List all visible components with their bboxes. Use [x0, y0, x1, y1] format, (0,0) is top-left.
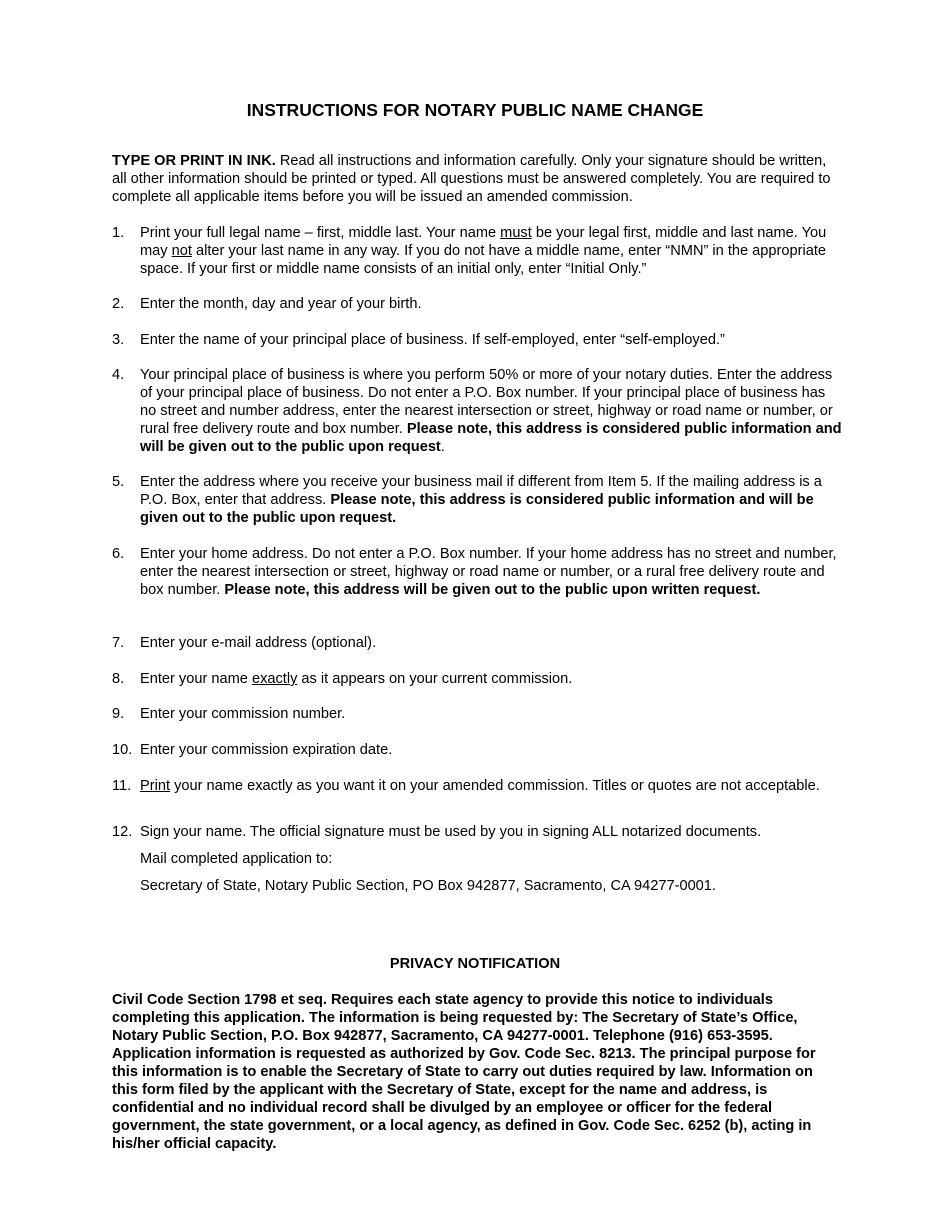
- underlined-text: must: [500, 225, 532, 241]
- item-text: be your legal first, middle and last name. You may: [140, 225, 827, 259]
- item-number: 1.: [112, 225, 125, 241]
- item-number: 7.: [112, 635, 125, 651]
- instruction-item-6: [112, 545, 842, 599]
- privacy-body: Civil Code Section 1798 et seq. Requires each state agency to provide this notice to individuals completing this application. The information is being requested by: The Secretary of State’s Office, Notary Public Section, P.O. Box 942877, Sacramento, CA 94277-0001. Telephone (916) 653-3595. Application information is requested as authorized by Gov. Code Sec. 8213. The principal purpose for this information is to enable the Secretary of State to carry out duties required by law. Information on this form filed by the applicant with the Secretary of State, except for the name and address, is confidential and no individual record shall be divulged by an employee or officer for the federal government, the state government, or a local agency, as defined in Gov. Code Sec. 6252 (b), acting in his/her official capacity.: [112, 992, 816, 1152]
- item-text: Enter your commission expiration date.: [140, 742, 393, 758]
- item-number: 4.: [112, 367, 125, 383]
- bold-notice: Please note, this address is considered public information and will be given out to the public upon request.: [140, 492, 814, 526]
- item-text: Sign your name. The official signature must be used by you in signing ALL notarized documents.: [140, 824, 762, 840]
- item-text: Enter your commission number.: [140, 706, 346, 722]
- item-number: 11.: [112, 778, 132, 794]
- item-text: Enter your name: [140, 671, 252, 687]
- item-number: 8.: [112, 671, 125, 687]
- page-title: INSTRUCTIONS FOR NOTARY PUBLIC NAME CHANGE: [246, 100, 704, 120]
- instruction-item-8: [112, 670, 842, 688]
- intro-text: Read all instructions and information carefully. Only your signature should be written, all other information should be printed or typed. All questions must be answered completely. You are required to complete all applicable items before you will be issued an amended commission.: [112, 153, 831, 205]
- underlined-text: not: [171, 243, 192, 259]
- item-text: Enter the address where you receive your business mail if different from Item 5. If the mailing address is a P.O. Box, enter that address.: [140, 474, 822, 508]
- item-number: 12.: [112, 824, 133, 840]
- item-text: Enter the month, day and year of your birth.: [140, 296, 422, 312]
- item-number: 6.: [112, 546, 125, 562]
- mail-address: Secretary of State, Notary Public Section, PO Box 942877, Sacramento, CA 94277-0001.: [140, 878, 716, 894]
- item-text: as it appears on your current commission.: [297, 671, 573, 687]
- item-number: 10.: [112, 742, 133, 758]
- item-text: .: [440, 439, 445, 455]
- instruction-item-4: [112, 366, 842, 456]
- privacy-heading: PRIVACY NOTIFICATION: [389, 956, 561, 972]
- instruction-item-3: [112, 331, 842, 349]
- instruction-item-1: [112, 224, 842, 278]
- instruction-item-7: [112, 634, 842, 652]
- underlined-text: Print: [140, 778, 171, 794]
- item-number: 9.: [112, 706, 125, 722]
- item-text: alter your last name in any way. If you do not have a middle name, enter “NMN” in the appropriate space. If your first or middle name consists of an initial only, enter “Initial Only.”: [140, 243, 826, 277]
- intro-lead: TYPE OR PRINT IN INK.: [112, 153, 276, 169]
- bold-notice: Please note, this address is considered public information and will be given out to the public upon request: [140, 421, 842, 455]
- mail-label: Mail completed application to:: [140, 851, 333, 867]
- instruction-item-2: [112, 295, 842, 313]
- instruction-item-10: [112, 741, 842, 759]
- instruction-item-11: [112, 777, 842, 795]
- item-text: your name exactly as you want it on your amended commission. Titles or quotes are not acceptable.: [170, 778, 820, 794]
- item-text: Enter the name of your principal place of business. If self-employed, enter “self-employed.”: [140, 332, 725, 348]
- item-number: 3.: [112, 332, 125, 348]
- instruction-item-5: [112, 473, 842, 527]
- item-number: 2.: [112, 296, 125, 312]
- bold-notice: Please note, this address will be given out to the public upon written request.: [224, 582, 761, 598]
- instruction-item-9: [112, 705, 842, 723]
- instruction-item-12: [112, 823, 842, 841]
- item-text: Enter your home address. Do not enter a P.O. Box number. If your home address has no street and number, enter the nearest intersection or street, highway or road name or number, or a rural free delivery route and box number.: [140, 546, 837, 598]
- item-number: 5.: [112, 474, 125, 490]
- underlined-text: exactly: [251, 671, 298, 687]
- item-text: Print your full legal name – first, middle last. Your name: [140, 225, 501, 241]
- item-text: Your principal place of business is where you perform 50% or more of your notary duties. Enter the address of your principal place of business. Do not enter a P.O. Box number. If your principal place of business has no street and number address, enter the nearest intersection or street, highway or road name or number, or rural free delivery route and box number.: [140, 367, 833, 437]
- intro-paragraph: [112, 152, 842, 206]
- item-text: Enter your e-mail address (optional).: [140, 635, 377, 651]
